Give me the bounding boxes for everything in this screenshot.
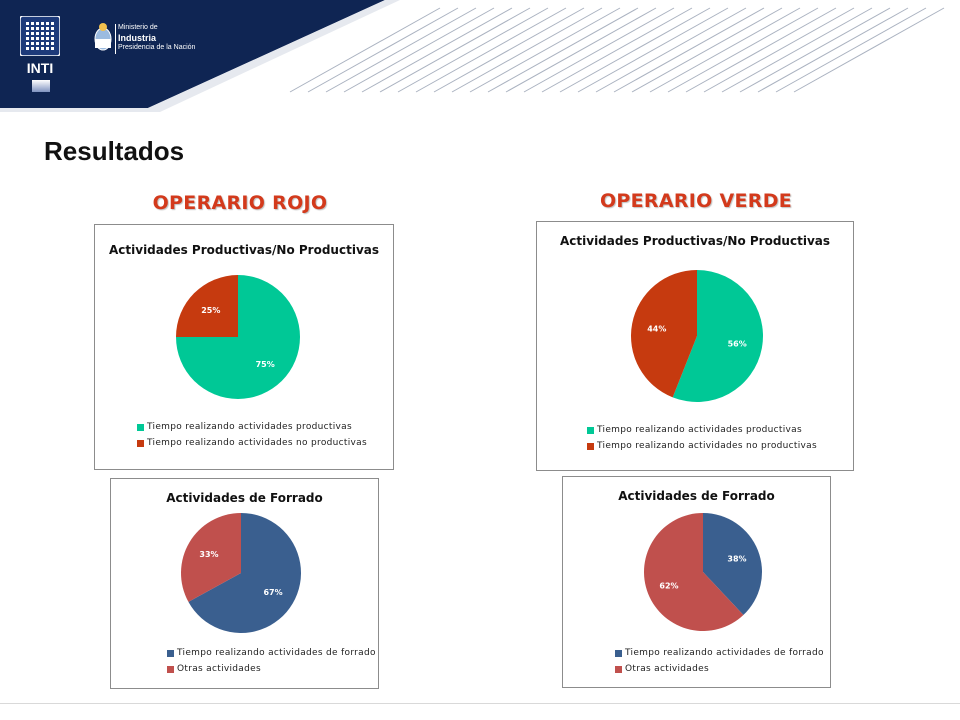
chart-legend — [137, 419, 367, 451]
logo-grid-dot — [51, 37, 54, 40]
legend-swatch — [167, 666, 174, 673]
logo-grid-dot — [51, 47, 54, 50]
logo-grid-dot — [36, 37, 39, 40]
pie-data-label: 33% — [199, 550, 219, 560]
footer-divider — [0, 703, 960, 704]
legend-label: Tiempo realizando actividades de forrado — [177, 648, 376, 658]
legend-swatch — [587, 443, 594, 450]
legend-swatch — [137, 440, 144, 447]
legend-item — [167, 661, 376, 677]
chart-forrado-rojo — [110, 478, 379, 689]
legend-item — [615, 661, 824, 677]
ministry-line2: Industria — [118, 33, 157, 43]
legend-swatch — [137, 424, 144, 431]
coat-of-arms-icon — [93, 22, 113, 54]
logo-grid-dot — [51, 27, 54, 30]
legend-swatch — [167, 650, 174, 657]
logo-grid-dot — [26, 47, 29, 50]
logo-grid-dot — [31, 32, 34, 35]
chart-legend — [615, 645, 824, 677]
logo-grid-dot — [36, 32, 39, 35]
pie-data-label: 56% — [727, 339, 747, 349]
logo-grid-dot — [46, 27, 49, 30]
logo-grid-dot — [46, 22, 49, 25]
operator-title-rojo: OPERARIO ROJO — [152, 192, 328, 214]
page-title: Resultados — [44, 136, 185, 166]
logo-underline — [32, 80, 50, 92]
legend-item — [587, 422, 817, 438]
chart-title: Actividades Productivas/No Productivas — [109, 243, 379, 257]
logo-grid-dot — [26, 32, 29, 35]
logo-grid-dot — [46, 32, 49, 35]
logo-grid-dot — [51, 42, 54, 45]
inti-logo — [20, 16, 60, 96]
logo-grid-dot — [31, 47, 34, 50]
logo-grid-dot — [31, 27, 34, 30]
logo-grid-dot — [26, 37, 29, 40]
legend-label: Otras actividades — [625, 664, 709, 674]
legend-label: Tiempo realizando actividades productivas — [597, 425, 802, 435]
legend-item — [167, 645, 376, 661]
logo-grid-dot — [36, 22, 39, 25]
logo-grid-dot — [31, 42, 34, 45]
pie-data-label: 67% — [263, 587, 283, 597]
legend-item — [137, 435, 367, 451]
logo-grid-dot — [26, 42, 29, 45]
legend-label: Tiempo realizando actividades no productivas — [147, 438, 367, 448]
logo-grid-dot — [31, 22, 34, 25]
logo-grid-dot — [41, 22, 44, 25]
chart-title: Actividades de Forrado — [618, 489, 775, 503]
logo-grid-dot — [41, 27, 44, 30]
pie-data-label: 62% — [659, 581, 679, 591]
legend-label: Tiempo realizando actividades productivas — [147, 422, 352, 432]
logo-grid-dot — [36, 27, 39, 30]
inti-logo-icon — [20, 16, 60, 56]
legend-swatch — [587, 427, 594, 434]
ministry-line3: Presidencia de la Nación — [118, 44, 196, 51]
legend-item — [615, 645, 824, 661]
ministry-line1: Ministerio de — [118, 24, 158, 31]
legend-item — [587, 438, 817, 454]
logo-grid-dot — [26, 22, 29, 25]
ministry-divider — [115, 24, 116, 54]
logo-grid-dot — [46, 47, 49, 50]
legend-label: Tiempo realizando actividades no productivas — [597, 441, 817, 451]
logo-grid-dot — [36, 42, 39, 45]
chart-legend — [587, 422, 817, 454]
logo-grid-dot — [51, 32, 54, 35]
pie-data-label: 38% — [727, 554, 747, 564]
logo-grid-dot — [41, 47, 44, 50]
legend-label: Otras actividades — [177, 664, 261, 674]
legend-swatch — [615, 666, 622, 673]
chart-legend — [167, 645, 376, 677]
logo-grid-dot — [41, 37, 44, 40]
logo-grid-dot — [41, 32, 44, 35]
logo-grid-dot — [46, 37, 49, 40]
chart-productivas-rojo — [94, 224, 394, 470]
chart-productivas-verde — [536, 221, 854, 471]
pie-data-label: 44% — [647, 324, 667, 334]
chart-title: Actividades Productivas/No Productivas — [560, 234, 830, 248]
legend-label: Tiempo realizando actividades de forrado — [625, 648, 824, 658]
legend-item — [137, 419, 367, 435]
logo-grid-dot — [41, 42, 44, 45]
logo-grid-dot — [31, 37, 34, 40]
chart-title: Actividades de Forrado — [166, 491, 323, 505]
pie-data-label: 25% — [201, 305, 221, 315]
logo-grid-dot — [46, 42, 49, 45]
logo-grid-dot — [51, 22, 54, 25]
pie-data-label: 75% — [255, 360, 275, 370]
legend-swatch — [615, 650, 622, 657]
inti-logo-text: INTI — [26, 60, 54, 76]
logo-grid-dot — [36, 47, 39, 50]
chart-forrado-verde — [562, 476, 831, 688]
ministry-logo — [93, 22, 203, 62]
operator-title-verde: OPERARIO VERDE — [599, 190, 793, 212]
logo-grid-dot — [26, 27, 29, 30]
